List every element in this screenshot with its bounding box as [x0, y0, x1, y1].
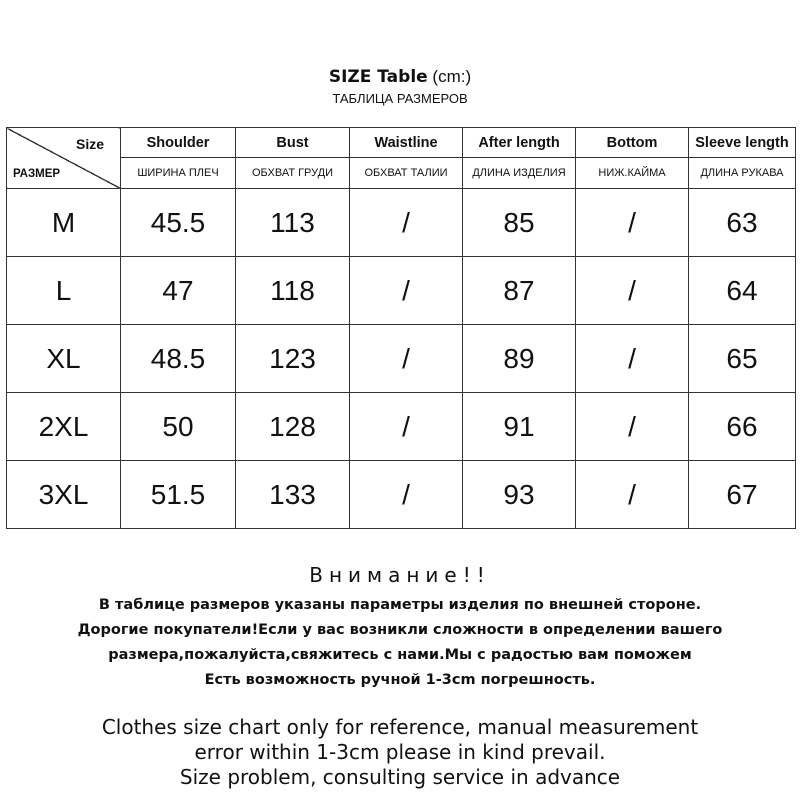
- value-cell: 66: [689, 393, 796, 461]
- page-title: [0, 66, 800, 88]
- value-cell: /: [350, 325, 463, 393]
- size-table: [6, 127, 796, 529]
- column-header: Waistline: [350, 128, 463, 158]
- size-cell: 2XL: [7, 393, 121, 461]
- corner-size-label: Size: [75, 136, 104, 152]
- value-cell: 89: [463, 325, 576, 393]
- page-subtitle: ТАБЛИЦА РАЗМЕРОВ: [332, 91, 468, 106]
- notice-line: Есть возможность ручной 1-3cm погрешность.: [204, 672, 596, 688]
- value-cell: /: [576, 393, 689, 461]
- notice-line: В таблице размеров указаны параметры изделия по внешней стороне.: [98, 597, 702, 613]
- value-cell: /: [576, 325, 689, 393]
- notice-ru: [0, 563, 800, 693]
- size-cell: XL: [7, 325, 121, 393]
- value-cell: 48.5: [121, 325, 236, 393]
- value-cell: 133: [236, 461, 350, 529]
- header-row-en: [7, 128, 796, 158]
- notice-en: [0, 715, 800, 790]
- size-cell: 3XL: [7, 461, 121, 529]
- column-header: Bust: [236, 128, 350, 158]
- value-cell: /: [350, 393, 463, 461]
- value-cell: 91: [463, 393, 576, 461]
- value-cell: 128: [236, 393, 350, 461]
- notice-line: Дорогие покупатели!Если у вас возникли сложности в определении вашего: [77, 622, 723, 638]
- value-cell: /: [576, 461, 689, 529]
- size-cell: L: [7, 257, 121, 325]
- header-row-ru: [7, 158, 796, 189]
- value-cell: 65: [689, 325, 796, 393]
- english-note-line: error within 1-3cm please in kind prevail.: [194, 740, 606, 764]
- value-cell: 63: [689, 189, 796, 257]
- notice-line: размера,пожалуйста,свяжитесь с нами.Мы с радостью вам поможем: [108, 647, 692, 663]
- table-row: [7, 257, 796, 325]
- value-cell: 64: [689, 257, 796, 325]
- value-cell: 50: [121, 393, 236, 461]
- value-cell: 85: [463, 189, 576, 257]
- value-cell: 113: [236, 189, 350, 257]
- english-note-line: Size problem, consulting service in advance: [179, 765, 621, 789]
- column-header-ru: ДЛИНА РУКАВА: [689, 158, 796, 189]
- column-header: Shoulder: [121, 128, 236, 158]
- value-cell: 87: [463, 257, 576, 325]
- value-cell: /: [350, 461, 463, 529]
- table-row: [7, 189, 796, 257]
- table-row: [7, 325, 796, 393]
- value-cell: /: [350, 257, 463, 325]
- corner-size-label-ru: РАЗМЕР: [13, 168, 61, 180]
- column-header-ru: ОБХВАТ ГРУДИ: [236, 158, 350, 189]
- column-header-ru: ШИРИНА ПЛЕЧ: [121, 158, 236, 189]
- value-cell: 45.5: [121, 189, 236, 257]
- column-header: Bottom: [576, 128, 689, 158]
- column-header-ru: ДЛИНА ИЗДЕЛИЯ: [463, 158, 576, 189]
- value-cell: 67: [689, 461, 796, 529]
- size-cell: M: [7, 189, 121, 257]
- value-cell: 47: [121, 257, 236, 325]
- column-header-ru: НИЖ.КАЙМА: [576, 158, 689, 189]
- notice-heading: Внимание!!: [309, 563, 491, 587]
- column-header: Sleeve length: [689, 128, 796, 158]
- title-block: [0, 66, 800, 106]
- value-cell: /: [350, 189, 463, 257]
- value-cell: 51.5: [121, 461, 236, 529]
- value-cell: /: [576, 257, 689, 325]
- value-cell: /: [576, 189, 689, 257]
- title-unit: (cm:): [432, 67, 472, 86]
- column-header-ru: ОБХВАТ ТАЛИИ: [350, 158, 463, 189]
- corner-cell: [7, 128, 121, 189]
- english-note-line: Clothes size chart only for reference, manual measurement: [101, 715, 699, 739]
- table-row: [7, 393, 796, 461]
- title-main: SIZE Table: [328, 67, 428, 87]
- value-cell: 93: [463, 461, 576, 529]
- value-cell: 118: [236, 257, 350, 325]
- value-cell: 123: [236, 325, 350, 393]
- table-row: [7, 461, 796, 529]
- column-header: After length: [463, 128, 576, 158]
